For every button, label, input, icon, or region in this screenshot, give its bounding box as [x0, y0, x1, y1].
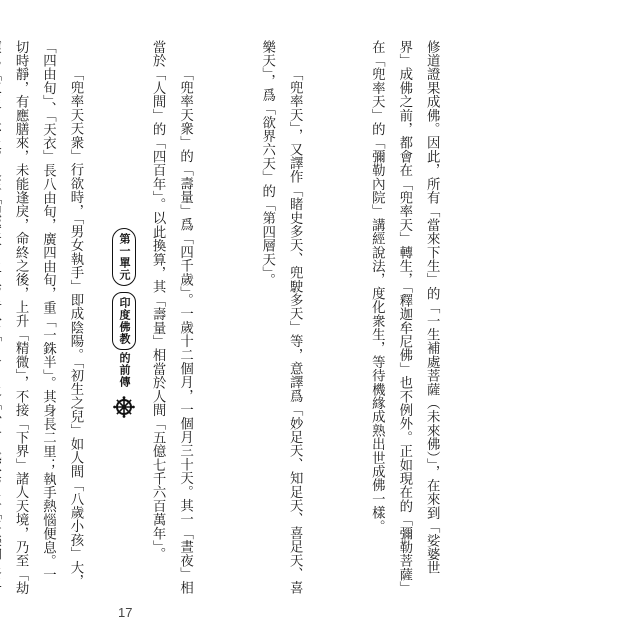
dharma-wheel-icon — [113, 396, 135, 422]
chapter-title: 印度佛教 — [112, 292, 136, 350]
chapter-number: 第一單元 — [112, 228, 136, 286]
paragraph: 修道證果成佛。因此，所有「當來下生」的「一生補處菩薩（未來佛）」，在來到「娑婆世界」成佛之前，都會在「兜率天」轉生，「釋迦牟尼佛」也不例外。正如現在的「彌勒菩薩」在「兜率天」的「彌勒內院」講經說法，度化衆生，等待機緣成熟出世成佛一樣。 — [369, 40, 440, 595]
chapter-title-group — [112, 292, 136, 388]
paragraph: 「兜率天」，又譯作「睹史多天、兜駛多天」等，意譯爲「妙足天、知足天、喜足天、喜樂天」，爲「欲界六天」的「第四層天」。 — [259, 40, 303, 595]
body-text — [0, 40, 500, 595]
page-number: 17 — [118, 605, 133, 620]
chapter-tab — [111, 228, 137, 422]
chapter-title-suffix: 的前傳 — [118, 352, 131, 388]
paragraph: 「兜率天天衆」行欲時，「男女執手」即成陰陽。「初生之兒」如人間「八歲小孩」大，「四由旬」、「天衣」長八由旬，廣四由旬，重「一銖半」。其身長二里；執手熱惱便息。一切時靜，有應膳來，未能逢戾，命終之後，上升「精微」，不接「下界」諸人天境，乃至「劫 — [13, 40, 83, 595]
paragraph: 「兜率天衆」的「壽量」爲「四千歲」。一歲十二個月，一個月三十天。其一「晝夜」相當於「人間」的「四百年」。以此換算，其「壽量」相當於人間「五億七千六百萬年」。 — [150, 40, 193, 595]
